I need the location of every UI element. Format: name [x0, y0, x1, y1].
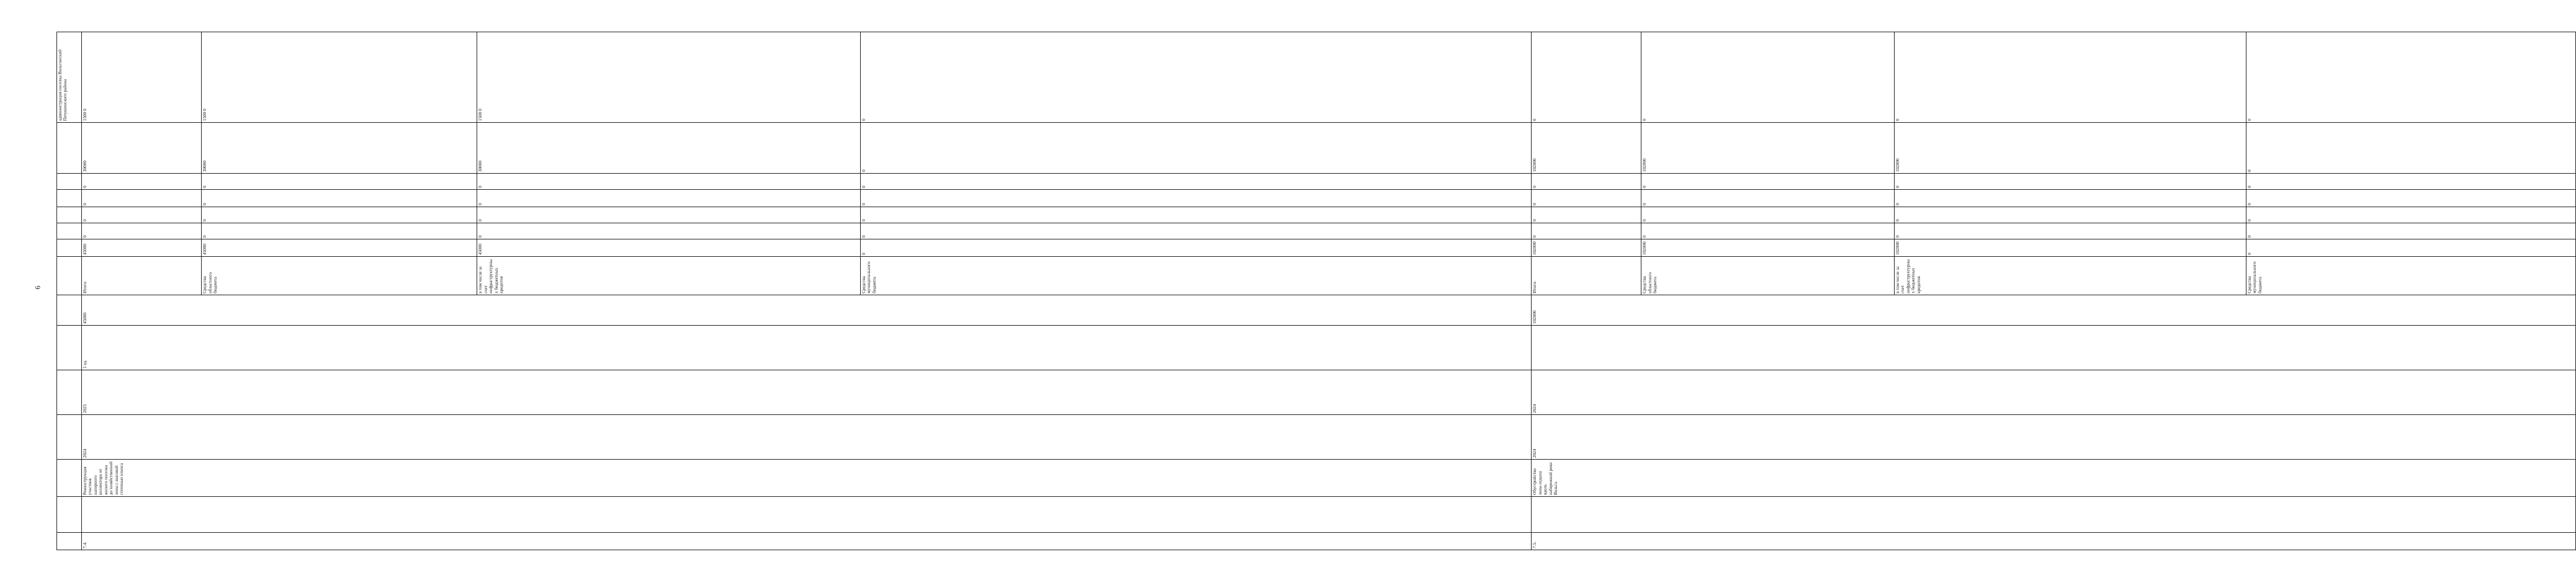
value-cell: 30000	[82, 123, 202, 174]
cont-cell	[57, 257, 82, 295]
value-cell: 0	[82, 223, 202, 239]
start-year: 2024	[1532, 415, 2576, 460]
value-cell: 0	[1532, 174, 1641, 190]
object-name: Реконструкция участков напорного коллектора от жилого поселка до хозяйственной зоны с высокой степенью износа	[82, 460, 1532, 497]
total-cost: 45000	[82, 295, 1532, 326]
value-cell: 0	[2246, 190, 2575, 207]
value-cell: 0	[1532, 223, 1641, 239]
value-cell: 0	[2246, 32, 2575, 123]
rotated-table-area	[56, 32, 2263, 550]
program-table	[56, 32, 2576, 550]
value-cell: 0	[1894, 174, 2246, 190]
cont-cell	[57, 239, 82, 257]
value-cell: 0	[2246, 207, 2575, 223]
value-cell: 1500 0	[477, 32, 861, 123]
value-cell: 0	[860, 239, 1531, 257]
capacity: 1 ед.	[82, 326, 1532, 370]
cont-cell	[57, 370, 82, 415]
value-cell: 0	[82, 174, 202, 190]
cont-cell	[57, 497, 82, 533]
cont-cell	[57, 174, 82, 190]
value-cell: 30000	[202, 123, 477, 174]
value-cell: 0	[1532, 32, 1641, 123]
cont-cell	[57, 326, 82, 370]
source-label: Итого:	[1532, 257, 1641, 295]
value-cell: 0	[1532, 190, 1641, 207]
row-number: 7.4.	[82, 533, 1532, 550]
cont-cell	[57, 190, 82, 207]
value-cell: 0	[477, 190, 861, 207]
table-row	[1532, 32, 1641, 550]
source-label: в том числе за счет инфраструктурных бюджетных кредитов	[1894, 257, 2246, 295]
value-cell: 0	[860, 123, 1531, 174]
cont-cell	[57, 223, 82, 239]
value-cell: 0	[477, 207, 861, 223]
value-cell: 45000	[82, 239, 202, 257]
value-cell: 0	[82, 190, 202, 207]
value-cell: 0	[1894, 32, 2246, 123]
value-cell: 0	[202, 207, 477, 223]
value-cell: 0	[1894, 190, 2246, 207]
value-cell: 0	[860, 223, 1531, 239]
value-cell: 0	[477, 174, 861, 190]
value-cell: 45000	[202, 239, 477, 257]
value-cell: 0	[860, 174, 1531, 190]
value-cell: 0	[202, 190, 477, 207]
source-label: Итого:	[82, 257, 202, 295]
value-cell: 0	[1641, 223, 1894, 239]
value-cell: 45000	[477, 239, 861, 257]
cont-cell	[57, 295, 82, 326]
empty-cell	[82, 497, 1532, 533]
cont-cell	[57, 415, 82, 460]
value-cell: 0	[1894, 223, 2246, 239]
continuation-row	[57, 32, 82, 550]
value-cell: 0	[1641, 32, 1894, 123]
empty-cell	[1532, 497, 2576, 533]
value-cell: 0	[2246, 223, 2575, 239]
value-cell: 102000	[1641, 123, 1894, 174]
start-year: 2024	[82, 415, 1532, 460]
source-label: Средства муниципального бюджета	[860, 257, 1531, 295]
source-label: в том числе за счет инфраструктурных бюджетных кредитов	[477, 257, 861, 295]
source-label: Средства областного бюджета	[202, 257, 477, 295]
total-cost: 102000	[1532, 295, 2576, 326]
object-name: Обустройство зоны отдыха вдоль набережной реки Вольга	[1532, 460, 2576, 497]
cont-cell	[57, 123, 82, 174]
value-cell: 0	[202, 174, 477, 190]
source-label: Средства областного бюджета	[1641, 257, 1894, 295]
source-label: Средства муниципального бюджета	[2246, 257, 2575, 295]
value-cell: 1500 0	[202, 32, 477, 123]
row-number: 7.5.	[1532, 533, 2576, 550]
value-cell: 0	[2246, 123, 2575, 174]
value-cell: 102000	[1894, 239, 2246, 257]
value-cell: 0	[82, 207, 202, 223]
value-cell: 0	[860, 190, 1531, 207]
value-cell: 0	[860, 207, 1531, 223]
value-cell: 1500 0	[82, 32, 202, 123]
value-cell: 102000	[1532, 239, 1641, 257]
value-cell: 0	[860, 32, 1531, 123]
value-cell: 0	[2246, 239, 2575, 257]
capacity	[1532, 326, 2576, 370]
executor-cell: администрация поселка Вольгинский Петушинского района	[57, 32, 82, 123]
value-cell: 102000	[1894, 123, 2246, 174]
value-cell: 0	[1641, 174, 1894, 190]
page-number: 6	[33, 285, 42, 290]
end-year: 2025	[82, 370, 1532, 415]
cont-cell	[57, 207, 82, 223]
value-cell: 0	[1641, 190, 1894, 207]
value-cell: 102000	[1641, 239, 1894, 257]
value-cell: 0	[2246, 174, 2575, 190]
value-cell: 0	[1532, 207, 1641, 223]
value-cell: 0	[202, 223, 477, 239]
value-cell: 102000	[1532, 123, 1641, 174]
value-cell: 0	[1641, 207, 1894, 223]
cont-cell	[57, 533, 82, 550]
table-row	[82, 32, 202, 550]
end-year: 2024	[1532, 370, 2576, 415]
cont-cell	[57, 460, 82, 497]
value-cell: 0	[1894, 207, 2246, 223]
value-cell: 30000	[477, 123, 861, 174]
value-cell: 0	[477, 223, 861, 239]
